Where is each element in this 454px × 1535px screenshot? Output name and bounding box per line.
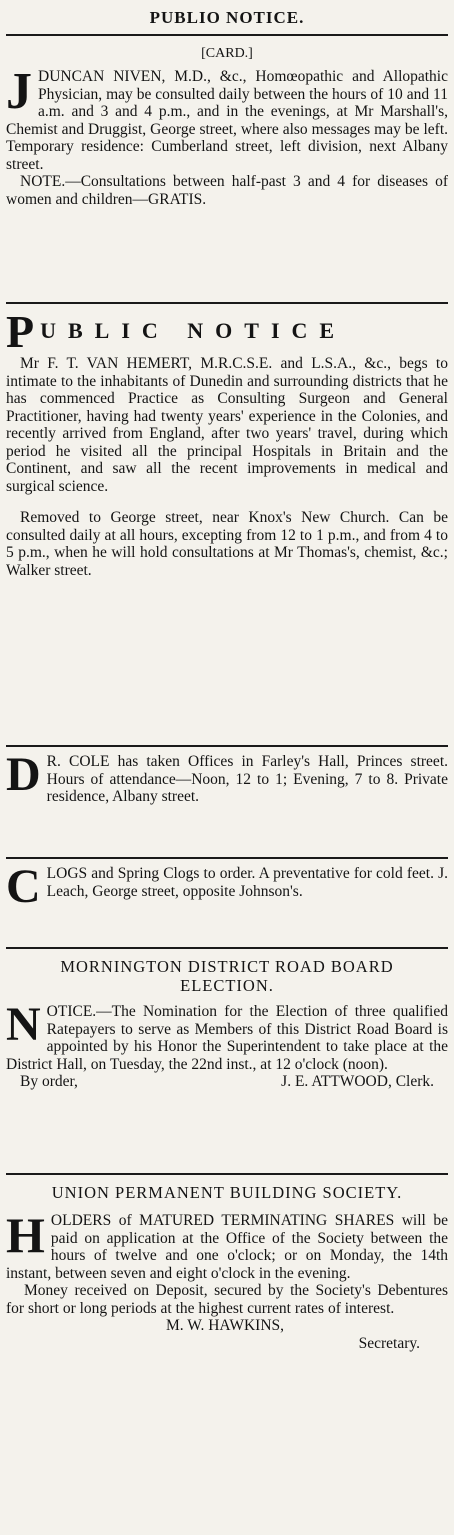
ad-heading: UBLIC NOTICE	[40, 318, 347, 343]
card-label: [CARD.]	[201, 46, 253, 61]
ad-union-building-society	[6, 1175, 448, 1489]
ad-dr-cole	[6, 747, 448, 857]
ad-body: OTICE.—The Nomination for the Election of three qualified Ratepayers to serve as Members of this District Road Board is appointed by his Honor the Superintendent to take place at the District Hall, on Tuesday, the 22nd inst., at 12 o'clock (noon).	[6, 1003, 448, 1073]
ad-van-hemert	[6, 304, 448, 745]
ad-body: LOGS and Spring Clogs to order. A preventative for cold feet. J. Leach, George street, opposite Johnson's.	[46, 865, 448, 900]
ad-body: R. COLE has taken Offices in Farley's Hall, Princes street. Hours of attendance—Noon, 12 to 1; Evening, 7 to 8. Private residence, Albany street.	[46, 753, 448, 805]
signatory-title: Secretary.	[358, 1335, 420, 1352]
ad-body-2: Removed to George street, near Knox's New Church. Can be consulted daily at all hours, excepting from 12 to 1 p.m., and from 4 to 5 p.m., when he will hold consultations at Mr Thomas's, chemist, &c.; Walker street.	[6, 509, 448, 579]
dropcap: D	[6, 748, 41, 801]
ad-mornington-election	[6, 949, 448, 1173]
ad-body: DUNCAN NIVEN, M.D., &c., Homœopathic and Allopathic Physician, may be consulted daily between the hours of 10 and 11 a.m. and 3 and 4 p.m., and in the evenings, at Mr Marshall's, Chemist and Druggist, George street, where also messages may be left. Temporary residence: Cumberland street, left division, next Albany street.	[6, 68, 448, 173]
signature: M. W. HAWKINS,	[166, 1317, 285, 1334]
ad-body-2: Money received on Deposit, secured by the Society's Debentures for short or long periods at the highest current rates of interest.	[6, 1282, 448, 1317]
ad-duncan-niven	[6, 36, 448, 302]
ad-note: NOTE.—Consultations between half-past 3 and 4 for diseases of women and children—GRATIS.	[6, 173, 448, 208]
ad-clogs	[6, 859, 448, 947]
column-title: PUBLIO NOTICE.	[149, 8, 305, 27]
ad-heading: UNION PERMANENT BUILDING SOCIETY.	[51, 1183, 403, 1202]
ad-body: OLDERS of MATURED TERMINATING SHARES will be paid on application at the Office of the Society between the hours of twelve and one o'clock; or on Monday, the 14th instant, between seven and eight o'clock in the evening.	[6, 1212, 448, 1282]
dropcap: J	[6, 63, 32, 120]
ad-heading: MORNINGTON DISTRICT ROAD BOARD ELECTION.	[60, 957, 394, 995]
signature: J. E. ATTWOOD, Clerk.	[281, 1073, 434, 1090]
by-order: By order,	[20, 1073, 78, 1090]
ad-body: Mr F. T. VAN HEMERT, M.R.C.S.E. and L.S.A., &c., begs to intimate to the inhabitants of Dunedin and surrounding districts that he has commenced Practice as Consulting Surgeon and General Practitioner, having had twenty years' experience in the Colonies, and recently arrived from England, after two years' travel, during which period he visited all the principal Hospitals in Britain and the Continent, and saw all the recent improvements in medical and surgical science.	[6, 355, 448, 495]
dropcap: N	[6, 998, 41, 1051]
dropcap: C	[6, 860, 41, 913]
dropcap: H	[6, 1207, 45, 1263]
dropcap: P	[6, 310, 35, 352]
